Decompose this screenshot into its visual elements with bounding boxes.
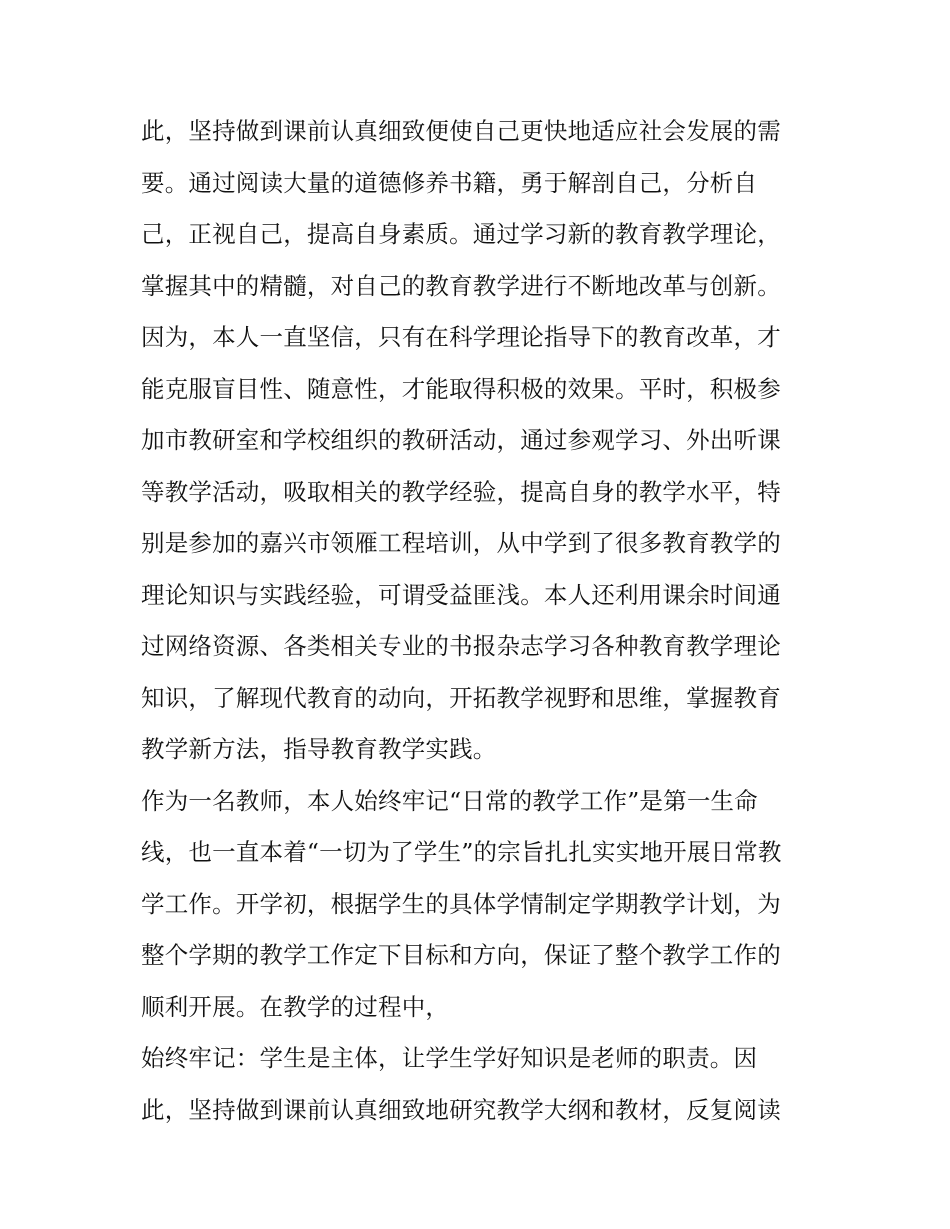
text-line-17: 整个学期的教学工作定下目标和方向，保证了整个教学工作的 — [141, 941, 781, 969]
body-text — [141, 106, 821, 1136]
text-line-19: 始终牢记：学生是主体，让学生学好知识是老师的职责。因 — [141, 1044, 758, 1072]
text-line-4: 掌握其中的精髓，对自己的教育教学进行不断地改革与创新。 — [141, 271, 781, 300]
text-line-13: 教学新方法，指导教育教学实践。 — [141, 735, 497, 763]
text-line-9: 别是参加的嘉兴市领雁工程培训，从中学到了很多教育教学的 — [141, 529, 781, 557]
text-line-10: 理论知识与实践经验，可谓受益匪浅。本人还利用课余时间通 — [141, 580, 781, 609]
text-line-2: 要。通过阅读大量的道德修养书籍，勇于解剖自己，分析自 — [141, 168, 758, 197]
text-line-1: 此，坚持做到课前认真细致便使自己更快地适应社会发展的需 — [141, 117, 781, 145]
text-line-5: 因为，本人一直坚信，只有在科学理论指导下的教育改革，才 — [141, 323, 781, 351]
text-line-12: 知识，了解现代教育的动向，开拓教学视野和思维，掌握教育 — [141, 683, 781, 712]
text-line-15: 线，也一直本着“一切为了学生”的宗旨扎扎实实地开展日常教 — [141, 838, 782, 866]
text-line-18: 顺利开展。在教学的过程中， — [141, 992, 450, 1021]
text-line-20: 此，坚持做到课前认真细致地研究教学大纲和教材，反复阅读 — [141, 1095, 781, 1124]
text-line-6: 能克服盲目性、随意性，才能取得积极的效果。平时，积极参 — [141, 374, 781, 403]
text-line-11: 过网络资源、各类相关专业的书报杂志学习各种教育教学理论 — [141, 632, 781, 660]
text-line-7: 加市教研室和学校组织的教研活动，通过参观学习、外出听课 — [141, 426, 781, 454]
text-line-14: 作为一名教师，本人始终牢记“日常的教学工作”是第一生命 — [141, 786, 758, 815]
text-line-3: 己，正视自己，提高自身素质。通过学习新的教育教学理论， — [141, 220, 781, 248]
text-line-8: 等教学活动，吸取相关的教学经验，提高自身的教学水平，特 — [141, 477, 781, 506]
text-line-16: 学工作。开学初，根据学生的具体学情制定学期教学计划，为 — [141, 889, 781, 918]
